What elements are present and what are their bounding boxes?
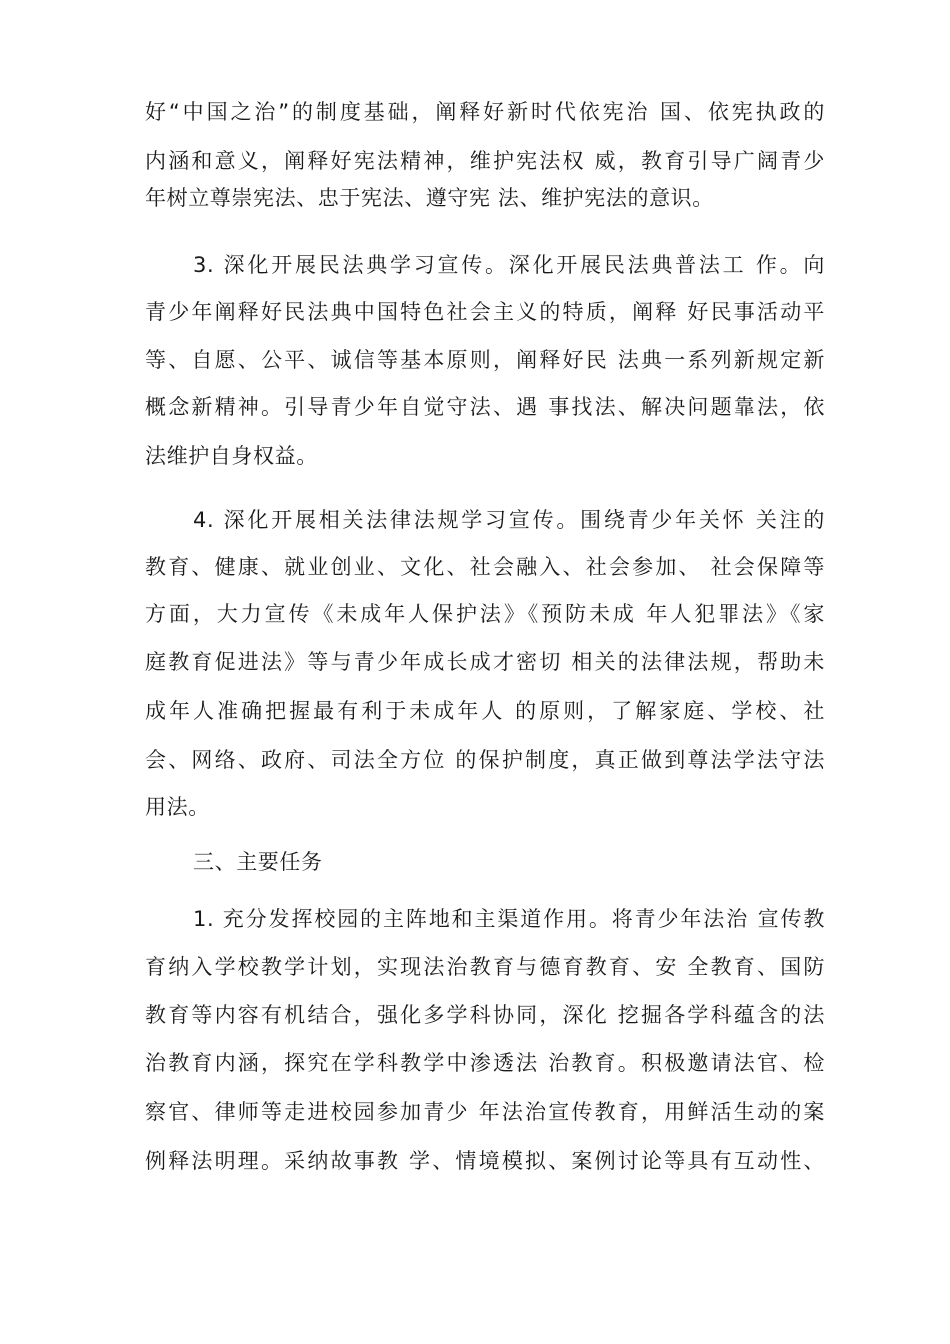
text-line: 方面，大力宣传《未成年人保护法》《预防未成 年人犯罪法》《家 [145,602,825,626]
text-line: 概念新精神。引导青少年自觉守法、遇 事找法、解决问题靠法，依 [145,395,825,419]
text-line: 庭教育促进法》等与青少年成长成才密切 相关的法律法规，帮助未 [145,650,825,674]
text-line: 察官、律师等走进校园参加青少 年法治宣传教育，用鲜活生动的案 [145,1100,825,1124]
section-heading: 三、主要任务 [193,850,323,874]
text-line: 内涵和意义，阐释好宪法精神，维护宪法权 威，教育引导广阔青少 [145,149,825,173]
text-line: 治教育内涵，探究在学科教学中渗透法 治教育。积极邀请法官、检 [145,1051,825,1075]
text-line: 3. 深化开展民法典学习宣传。深化开展民法典普法工 作。向 [193,253,825,277]
text-line: 好“中国之治”的制度基础，阐释好新时代依宪治 国、依宪执政的 [145,100,825,124]
text-line: 4. 深化开展相关法律法规学习宣传。围绕青少年关怀 关注的 [193,508,825,532]
text-line: 1. 充分发挥校园的主阵地和主渠道作用。将青少年法治 宣传教 [193,907,825,931]
text-line: 成年人准确把握最有利于未成年人 的原则，了解家庭、学校、社 [145,699,825,723]
text-line: 年树立尊崇宪法、忠于宪法、遵守宪 法、维护宪法的意识。 [145,186,714,210]
text-line: 法维护自身权益。 [145,444,318,468]
text-line: 会、网络、政府、司法全方位 的保护制度，真正做到尊法学法守法 [145,748,825,772]
text-line: 教育、健康、就业创业、文化、社会融入、社会参加、 社会保障等 [145,555,825,579]
text-line: 用法。 [145,795,210,819]
text-line: 育纳入学校教学计划，实现法治教育与德育教育、安 全教育、国防 [145,955,825,979]
text-line: 等、自愿、公平、诚信等基本原则，阐释好民 法典一系列新规定新 [145,348,825,372]
text-line: 例释法明理。采纳故事教 学、情境模拟、案例讨论等具有互动性、 [145,1149,825,1173]
text-line: 青少年阐释好民法典中国特色社会主义的特质，阐释 好民事活动平 [145,300,825,324]
text-line: 教育等内容有机结合，强化多学科协同，深化 挖掘各学科蕴含的法 [145,1003,825,1027]
